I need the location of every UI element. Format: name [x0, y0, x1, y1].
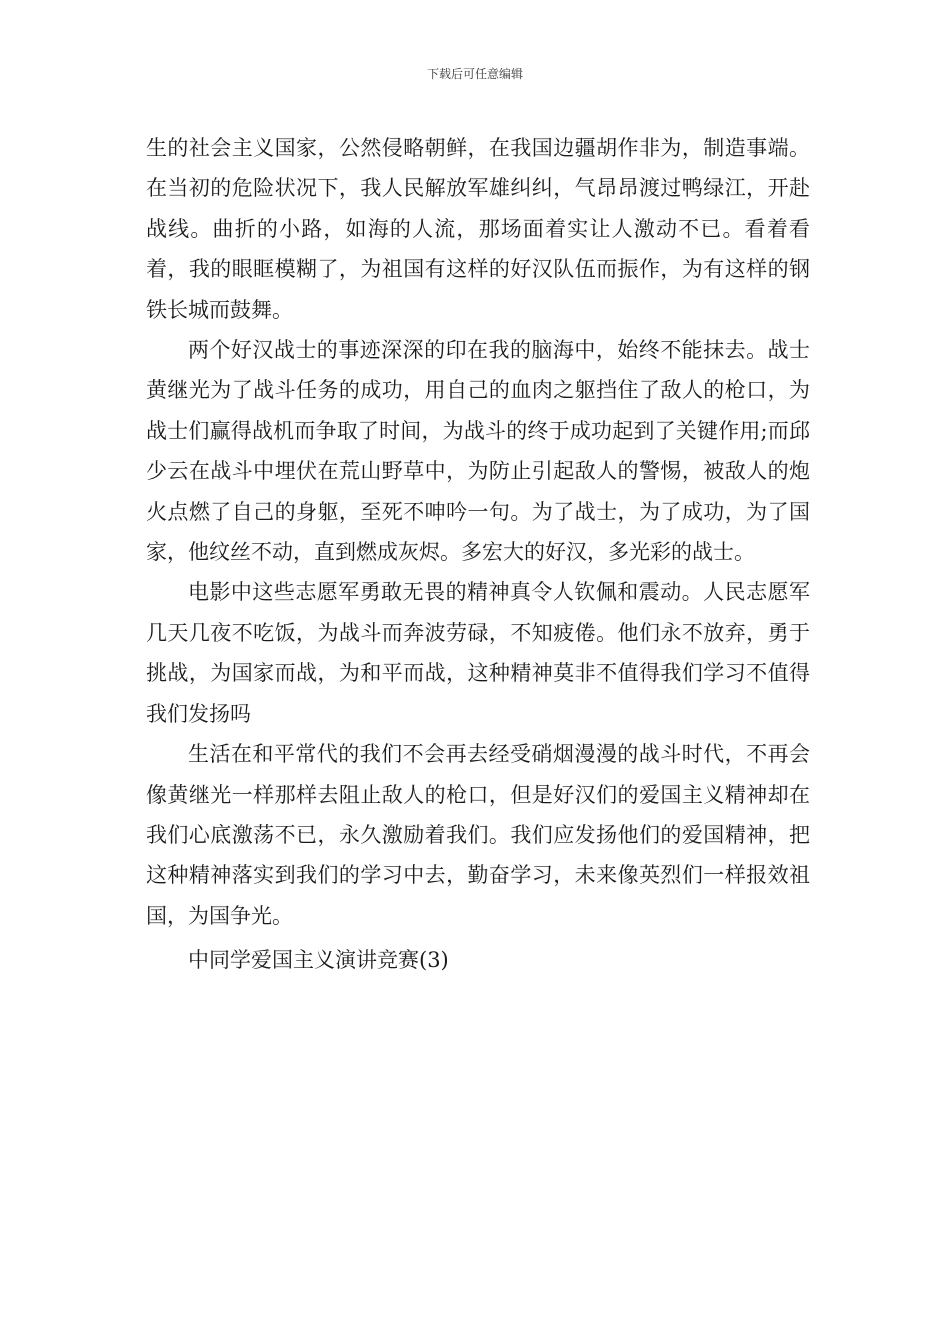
paragraph-heroes: 两个好汉战士的事迹深深的印在我的脑海中，始终不能抹去。战士黄继光为了战斗任务的成功，用自己的血肉之躯挡住了敌人的枪口，为战士们赢得战机而争取了时间，为战斗的终于成功起到了关键作用;而邱少云在战斗中埋伏在荒山野草中，为防止引起敌人的警惕，被敌人的炮火点燃了自己的身躯，至死不呻吟一句。为了战士，为了成功，为了国家，他纹丝不动，直到燃成灰烬。多宏大的好汉，多光彩的战士。 [146, 338, 810, 565]
document-body [146, 128, 810, 981]
paragraph-peace-era: 生活在和平常代的我们不会再去经受硝烟漫漫的战斗时代，不再会像黄继光一样那样去阻止敌人的枪口，但是好汉们的爱国主义精神却在我们心底激荡不已，永久激励着我们。我们应发扬他们的爱国精神，把这种精神落实到我们的学习中去，勤奋学习，未来像英烈们一样报效祖国，为国争光。 [146, 742, 810, 928]
paragraph-volunteers: 电影中这些志愿军勇敢无畏的精神真令人钦佩和震动。人民志愿军几天几夜不吃饭，为战斗而奔波劳碌，不知疲倦。他们永不放弃，勇于挑战，为国家而战，为和平而战，这种精神莫非不值得我们学习不值得我们发扬吗 [146, 580, 810, 726]
page-header: 下载后可任意编辑 [426, 67, 523, 81]
paragraph-continuation: 生的社会主义国家，公然侵略朝鲜，在我国边疆胡作非为，制造事端。在当初的危险状况下，我人民解放军雄纠纠，气昂昂渡过鸭绿江，开赴战线。曲折的小路，如海的人流，那场面着实让人激动不已。看着看着，我的眼眶模糊了，为祖国有这样的好汉队伍而振作，为有这样的钢铁长城而鼓舞。 [146, 136, 810, 322]
section-heading: 中同学爱国主义演讲竞赛(3) [188, 948, 449, 973]
